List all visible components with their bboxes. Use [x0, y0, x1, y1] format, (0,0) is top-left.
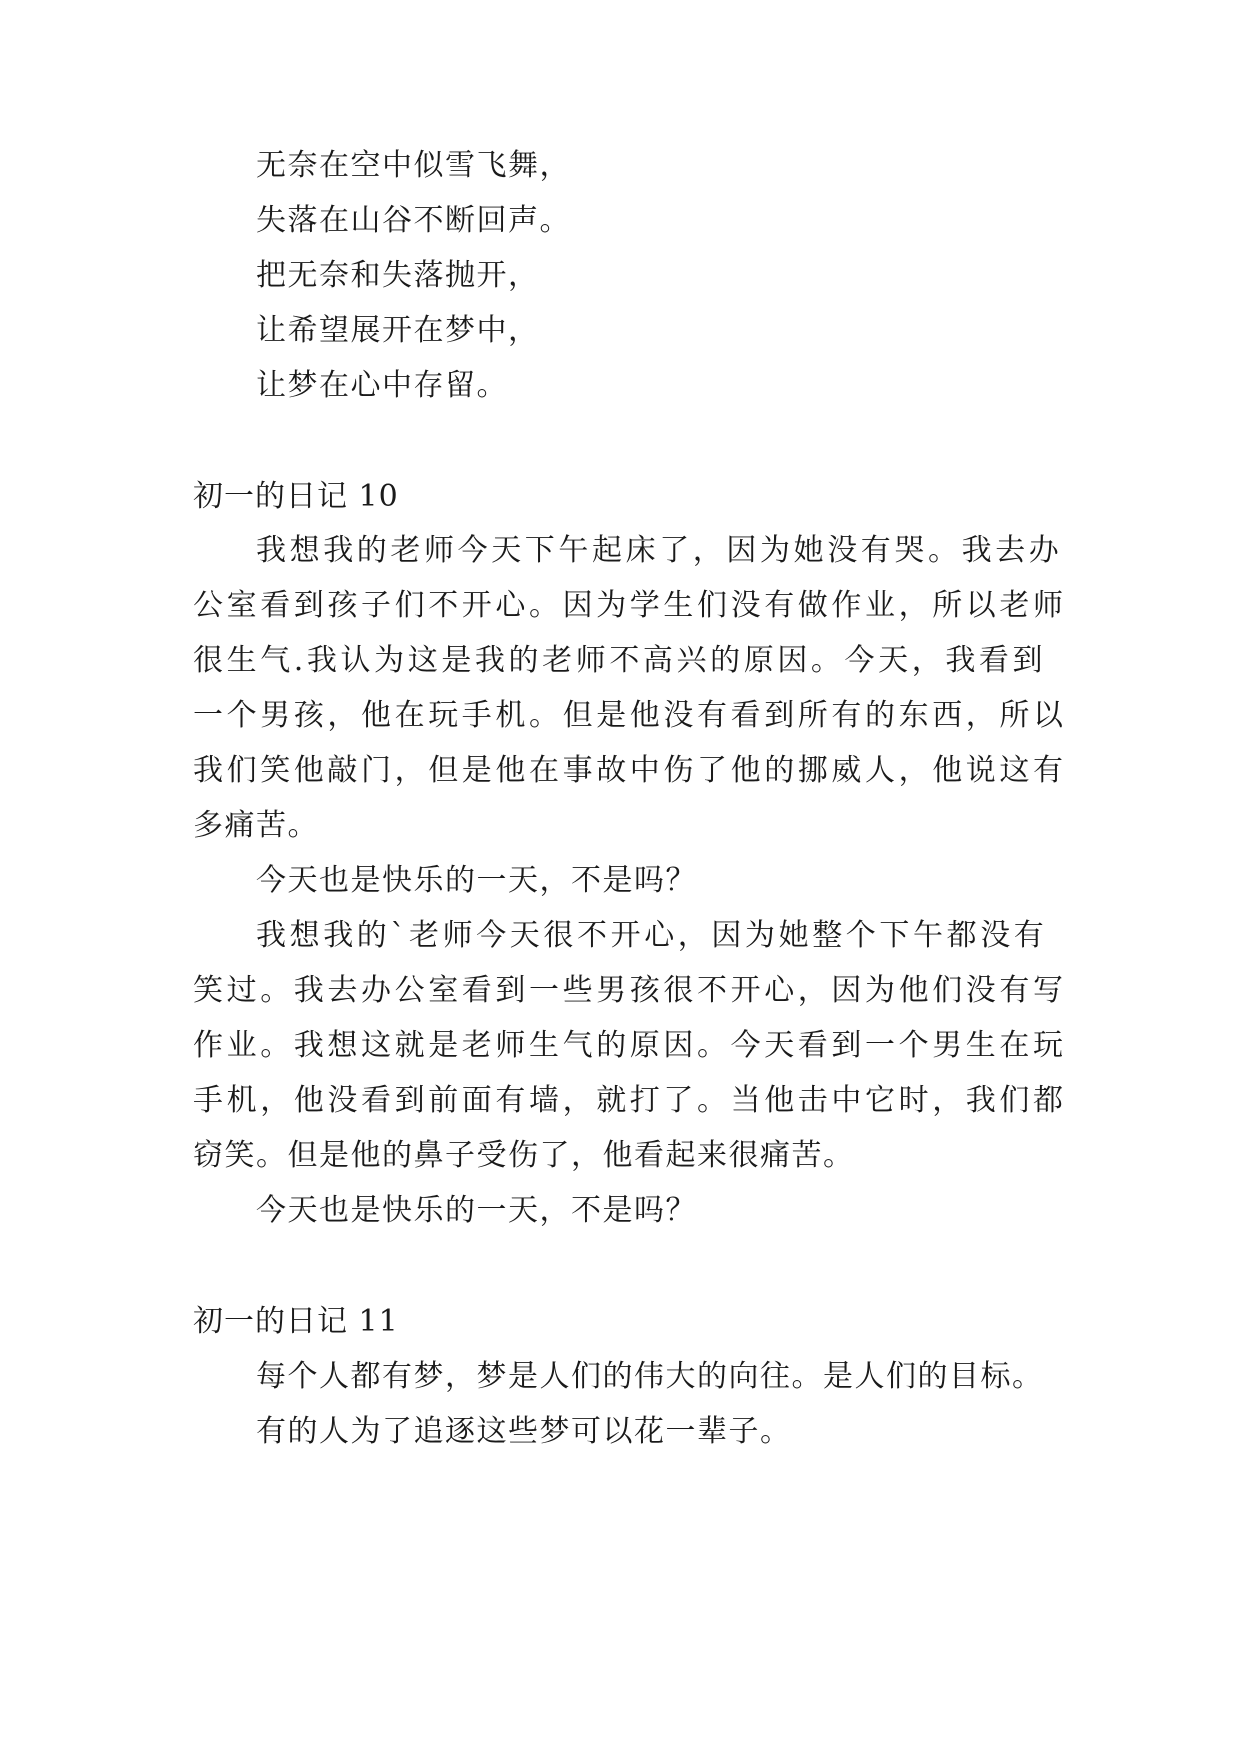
paragraph-line: 很生气.我认为这是我的老师不高兴的原因。今天，我看到 — [193, 643, 1047, 678]
paragraph-line: 我想我的`老师今天很不开心，因为她整个下午都没有 — [256, 918, 1048, 953]
paragraph-line: 笑过。我去办公室看到一些男孩很不开心，因为他们没有写 — [193, 973, 1067, 1008]
poem-line: 无奈在空中似雪飞舞， — [256, 148, 571, 183]
poem-line: 让希望展开在梦中， — [256, 313, 540, 348]
paragraph-line: 每个人都有梦，梦是人们的伟大的向往。是人们的目标。 — [256, 1359, 1044, 1394]
paragraph-line: 有的人为了追逐这些梦可以花一辈子。 — [256, 1414, 792, 1449]
diary-10-title: 初一的日记 10 — [193, 479, 399, 514]
paragraph-line: 公室看到孩子们不开心。因为学生们没有做作业，所以老师 — [193, 588, 1067, 623]
paragraph-line: 我们笑他敲门，但是他在事故中伤了他的挪威人，他说这有 — [193, 753, 1067, 788]
paragraph-line: 我想我的老师今天下午起床了，因为她没有哭。我去办 — [256, 533, 1063, 568]
paragraph-line: 今天也是快乐的一天，不是吗？ — [256, 863, 697, 898]
diary-11-title: 初一的日记 11 — [193, 1304, 399, 1339]
paragraph-line: 今天也是快乐的一天，不是吗？ — [256, 1193, 697, 1228]
paragraph-line: 手机，他没看到前面有墙，就打了。当他击中它时，我们都 — [193, 1083, 1067, 1118]
paragraph-line: 多痛苦。 — [193, 808, 319, 843]
poem-line: 把无奈和失落抛开， — [256, 258, 540, 293]
poem-line: 让梦在心中存留。 — [256, 368, 508, 403]
paragraph-line: 一个男孩，他在玩手机。但是他没有看到所有的东西，所以 — [193, 698, 1067, 733]
paragraph-line: 作业。我想这就是老师生气的原因。今天看到一个男生在玩 — [193, 1028, 1067, 1063]
paragraph-line: 窃笑。但是他的鼻子受伤了，他看起来很痛苦。 — [193, 1138, 855, 1173]
poem-line: 失落在山谷不断回声。 — [256, 203, 571, 238]
